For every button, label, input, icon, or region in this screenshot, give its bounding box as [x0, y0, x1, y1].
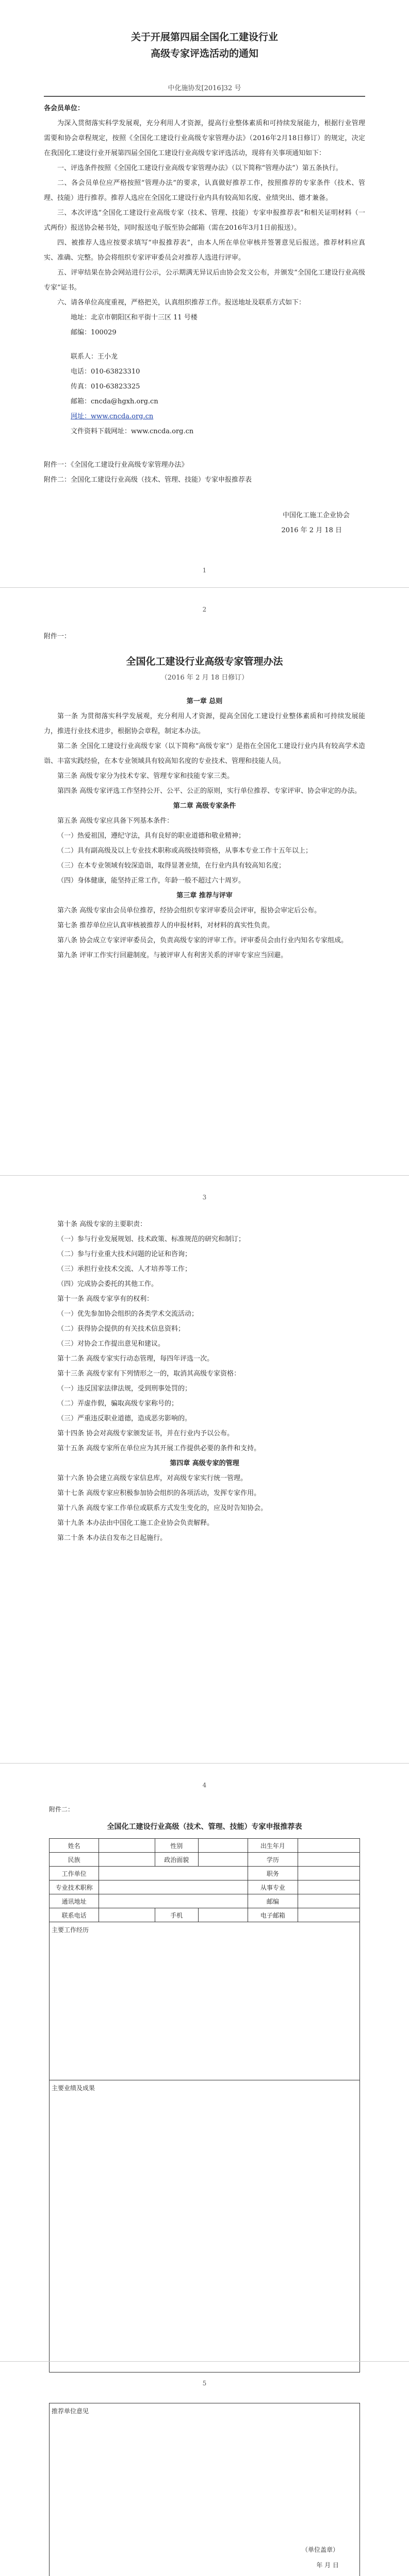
notice-body — [44, 101, 365, 538]
form-row — [50, 1867, 360, 1880]
page-appendix2-cont — [0, 2362, 409, 2576]
article-13: 第十三条 高级专家有下列情形之一的，取消其高级专家资格： — [57, 1370, 241, 1378]
form-label-unit-opinion: 推荐单位意见 — [52, 2408, 89, 2415]
chapter-4: 第四章 高级专家的管理 — [170, 1460, 239, 1467]
contact-phone: 电话：010-63823310 — [71, 368, 140, 376]
form-field-postcode[interactable] — [298, 1894, 359, 1908]
article-4: 第四条 高级专家评选工作坚持公开、公平、公正的原则，实行单位推荐、专家评审、协会审定的办法。 — [57, 787, 362, 795]
appendix1-subtitle: （2016 年 2 月 18 日修订） — [160, 674, 249, 682]
form-field-specialty[interactable] — [298, 1880, 359, 1894]
website-link[interactable]: 网址：www.cncda.org.cn — [71, 413, 154, 420]
form-label-address: 通讯地址 — [50, 1894, 99, 1908]
form-field-resume[interactable] — [50, 1922, 360, 2080]
contact-person: 联系人：王小龙 — [71, 353, 118, 361]
form-field-name[interactable] — [99, 1839, 155, 1853]
page-appendix2 — [0, 1764, 409, 2361]
article-15: 第十五条 高级专家所在单位应为其开展工作提供必要的条件和支持。 — [57, 1445, 261, 1452]
appendix2-label: 附件二： — [49, 1806, 74, 1813]
postcode-line: 邮编：100029 — [71, 329, 117, 336]
article-11-item-1: （一）优先参加协会组织的各类学术交流活动； — [57, 1310, 199, 1318]
unit-date: 年 月 日 — [316, 2562, 339, 2569]
article-2: 第二条 全国化工建设行业高级专家（以下简称“高级专家”）是指在全国化工建设行业内具有较高学术造诣、丰富实践经验，在本专业领域具有较高知名度的专业技术、管理和技能人员。 — [44, 742, 365, 765]
download-line: 文件资料下载网址：www.cncda.org.cn — [71, 428, 194, 435]
form-label-resume: 主要工作经历 — [52, 1926, 89, 1934]
chapter-3: 第三章 推荐与评审 — [176, 892, 233, 900]
application-form-table — [49, 1838, 360, 2372]
form-label-phone: 联系电话 — [50, 1908, 99, 1922]
article-10-item-4: （四）完成协会委托的其他工作。 — [57, 1280, 158, 1288]
article-10-item-2: （二）参与行业重大技术问题的论证和咨询； — [57, 1250, 192, 1258]
article-7: 第七条 推荐单位应认真审核被推荐人的申报材料，对材料的真实性负责。 — [57, 922, 274, 929]
signature-date: 2016 年 2 月 18 日 — [281, 527, 342, 534]
chapter-2: 第二章 高级专家条件 — [173, 802, 236, 810]
form-row — [50, 1894, 360, 1908]
article-16: 第十六条 协会建立高级专家信息库，对高级专家实行统一管理。 — [57, 1475, 248, 1482]
application-form-table-2 — [49, 2403, 360, 2576]
form-field-employer[interactable] — [99, 1867, 248, 1880]
article-20: 第二十条 本办法自发布之日起施行。 — [57, 1534, 167, 1542]
article-13-item-2: （二）弄虚作假，骗取高级专家称号的； — [57, 1400, 178, 1408]
contact-email: 邮箱：cncda@hgxh.org.cn — [71, 398, 158, 405]
article-9: 第九条 评审工作实行回避制度。与被评审人有利害关系的评审专家应当回避。 — [57, 952, 288, 959]
form-label-political: 政治面貌 — [155, 1853, 198, 1867]
article-8: 第八条 协会成立专家评审委员会，负责高级专家的评审工作。评审委员会由行业内知名专家组成。 — [57, 937, 348, 944]
appendix2-title: 全国化工建设行业高级（技术、管理、技能）专家申报推荐表 — [107, 1823, 302, 1831]
article-5-item-1: （一）热爱祖国，遵纪守法，具有良好的职业道德和敬业精神； — [57, 832, 246, 840]
form-row — [50, 2080, 360, 2372]
address-line: 地址：北京市朝阳区和平街十三区 11 号楼 — [71, 314, 198, 321]
notice-para-7: 六、请各单位高度重视，严格把关，认真组织推荐工作。报送地址及联系方式如下： — [57, 299, 306, 307]
page-notice — [0, 0, 409, 587]
form-label-mobile: 手机 — [155, 1908, 198, 1922]
form-row — [50, 1853, 360, 1867]
page-number: 1 — [202, 567, 207, 574]
form-label-employer: 工作单位 — [50, 1867, 99, 1880]
unit-seal: （单位盖章） — [301, 2546, 339, 2553]
article-5-item-4: （四）身体健康，能坚持正常工作，年龄一般不超过六十周岁。 — [57, 877, 246, 885]
page-number: 4 — [202, 1782, 207, 1789]
attachment-1: 附件一：《全国化工建设行业高级专家管理办法》 — [44, 461, 188, 469]
notice-para-2: 一、评选条件按照《全国化工建设行业高级专家管理办法》（以下简称“管理办法”）第五条执行。 — [57, 164, 342, 172]
form-label-gender: 性别 — [155, 1839, 198, 1853]
form-label-title: 专业技术职称 — [50, 1880, 99, 1894]
attachment-2: 附件二：全国化工建设行业高级（技术、管理、技能）专家申报推荐表 — [44, 476, 252, 484]
notice-title-line1: 关于开展第四届全国化工建设行业 — [130, 31, 278, 43]
form-row — [50, 1922, 360, 2080]
article-3: 第三条 高级专家分为技术专家、管理专家和技能专家三类。 — [57, 772, 234, 780]
form-label-birth: 出生年月 — [248, 1839, 298, 1853]
form-label-specialty: 从事专业 — [248, 1880, 298, 1894]
chapter-1: 第一章 总则 — [186, 698, 223, 705]
form-label-ethnicity: 民族 — [50, 1853, 99, 1867]
article-10-item-1: （一）参与行业发展规划、技术政策、标准规范的研究和制订； — [57, 1235, 246, 1243]
appendix1-cont-body — [44, 1217, 365, 1546]
notice-title-line2: 高级专家评选活动的通知 — [150, 48, 258, 59]
form-field-phone[interactable] — [99, 1908, 155, 1922]
article-5-item-2: （二）具有副高级及以上专业技术职称或高级技师资格，从事本专业工作十五年以上； — [57, 847, 313, 855]
notice-para-6: 五、评审结果在协会网站进行公示，公示期满无异议后由协会发文公布，并颁发“全国化工建设行业高级专家”证书。 — [44, 269, 365, 292]
article-1: 第一条 为贯彻落实科学发展观，充分利用人才资源，提高全国化工建设行业整体素质和可持续发展能力，推进行业技术进步，根据协会章程，制定本办法。 — [44, 713, 365, 735]
article-17: 第十七条 高级专家应积极参加协会组织的各项活动，发挥专家作用。 — [57, 1489, 261, 1497]
form-label-name: 姓名 — [50, 1839, 99, 1853]
page-number: 3 — [202, 1194, 207, 1201]
notice-para-1: 为深入贯彻落实科学发展观，充分利用人才资源，提高行业整体素质和可持续发展能力，根据行业管理需要和协会章程规定，按照《全国化工建设行业高级专家管理办法》（2016年2月18日修订）的规定，决定在我国化工建设行业开展第四届全国化工建设行业高级专家评选活动，现将有关事项通知如下： — [44, 120, 365, 157]
article-12: 第十二条 高级专家实行动态管理，每四年评选一次。 — [57, 1355, 214, 1363]
page-number: 2 — [202, 606, 207, 613]
article-11: 第十一条 高级专家享有的权利： — [57, 1295, 154, 1303]
form-field-mobile[interactable] — [198, 1908, 248, 1922]
salutation: 各会员单位： — [44, 105, 85, 112]
article-13-item-3: （三）严重违反职业道德，造成恶劣影响的。 — [57, 1415, 192, 1422]
page-appendix1 — [0, 588, 409, 1175]
form-field-unit-opinion[interactable] — [50, 2403, 360, 2576]
page-number: 5 — [202, 2380, 207, 2387]
article-19: 第十九条 本办法由中国化工施工企业协会负责解释。 — [57, 1519, 214, 1527]
header-rule — [44, 96, 365, 97]
appendix1-title: 全国化工建设行业高级专家管理办法 — [126, 656, 283, 667]
notice-para-4: 三、本次评选“全国化工建设行业高级专家（技术、管理、技能）专家申报推荐表”和相关证明材料（一式两份）报送协会秘书处，同时报送电子版至协会邮箱（需在2016年3月1日前报送）。 — [44, 209, 365, 232]
form-label-education: 学历 — [248, 1853, 298, 1867]
form-label-email: 电子邮箱 — [248, 1908, 298, 1922]
form-row — [50, 1839, 360, 1853]
appendix1-body — [44, 629, 365, 963]
form-field-gender[interactable] — [198, 1839, 248, 1853]
form-field-ethnicity[interactable] — [99, 1853, 155, 1867]
appendix1-label: 附件一： — [44, 633, 71, 640]
notice-para-5: 四、被推荐人选应按要求填写“申报推荐表”，由本人所在单位审核并签署意见后报送。推荐材料应真实、准确、完整。协会将组织专家评审委员会对推荐人选进行评审。 — [44, 239, 365, 262]
notice-para-3: 二、各会员单位应严格按照“管理办法”的要求，认真做好推荐工作，按照推荐的专家条件（技术、管理、技能）进行推荐。推荐人选应在全国化工建设行业内具有较高知名度、业绩突出、德才兼备。 — [44, 179, 365, 202]
article-5-item-3: （三）在本专业领域有较深造诣，取得显著业绩，在行业内具有较高知名度； — [57, 862, 286, 870]
form-row — [50, 1908, 360, 1922]
form-field-position[interactable] — [298, 1867, 359, 1880]
form-field-email[interactable] — [298, 1908, 359, 1922]
form-field-achievements[interactable] — [50, 2080, 360, 2372]
signature-org: 中国化工施工企业协会 — [282, 512, 350, 519]
article-6: 第六条 高级专家由会员单位推荐，经协会组织专家评审委员会评审，报协会审定后公布。 — [57, 907, 321, 914]
form-label-position: 职务 — [248, 1867, 298, 1880]
form-field-title[interactable] — [99, 1880, 248, 1894]
article-11-item-2: （二）获得协会提供的有关技术信息资料； — [57, 1325, 185, 1333]
form-row — [50, 1880, 360, 1894]
contact-fax: 传真：010-63823325 — [71, 383, 140, 391]
page-appendix1-cont — [0, 1176, 409, 1763]
article-14: 第十四条 协会对高级专家颁发证书，并在行业内予以公布。 — [57, 1430, 234, 1437]
article-18: 第十八条 高级专家工作单位或联系方式发生变化的，应及时告知协会。 — [57, 1504, 268, 1512]
form-label-achievements: 主要业绩及成果 — [52, 2084, 95, 2092]
article-5: 第五条 高级专家应具备下列基本条件： — [57, 817, 174, 825]
article-10: 第十条 高级专家的主要职责： — [57, 1221, 147, 1228]
article-11-item-3: （三）对协会工作提出意见和建议。 — [57, 1340, 165, 1348]
form-field-education[interactable] — [298, 1853, 359, 1867]
form-field-address[interactable] — [99, 1894, 248, 1908]
form-row — [50, 2403, 360, 2576]
form-field-political[interactable] — [198, 1853, 248, 1867]
form-label-postcode: 邮编 — [248, 1894, 298, 1908]
article-10-item-3: （三）承担行业技术交流、人才培养等工作； — [57, 1265, 192, 1273]
doc-number: 中化施协发[2016]32 号 — [168, 84, 241, 92]
article-13-item-1: （一）违反国家法律法规，受到刑事处罚的； — [57, 1385, 192, 1393]
form-field-birth[interactable] — [298, 1839, 359, 1853]
